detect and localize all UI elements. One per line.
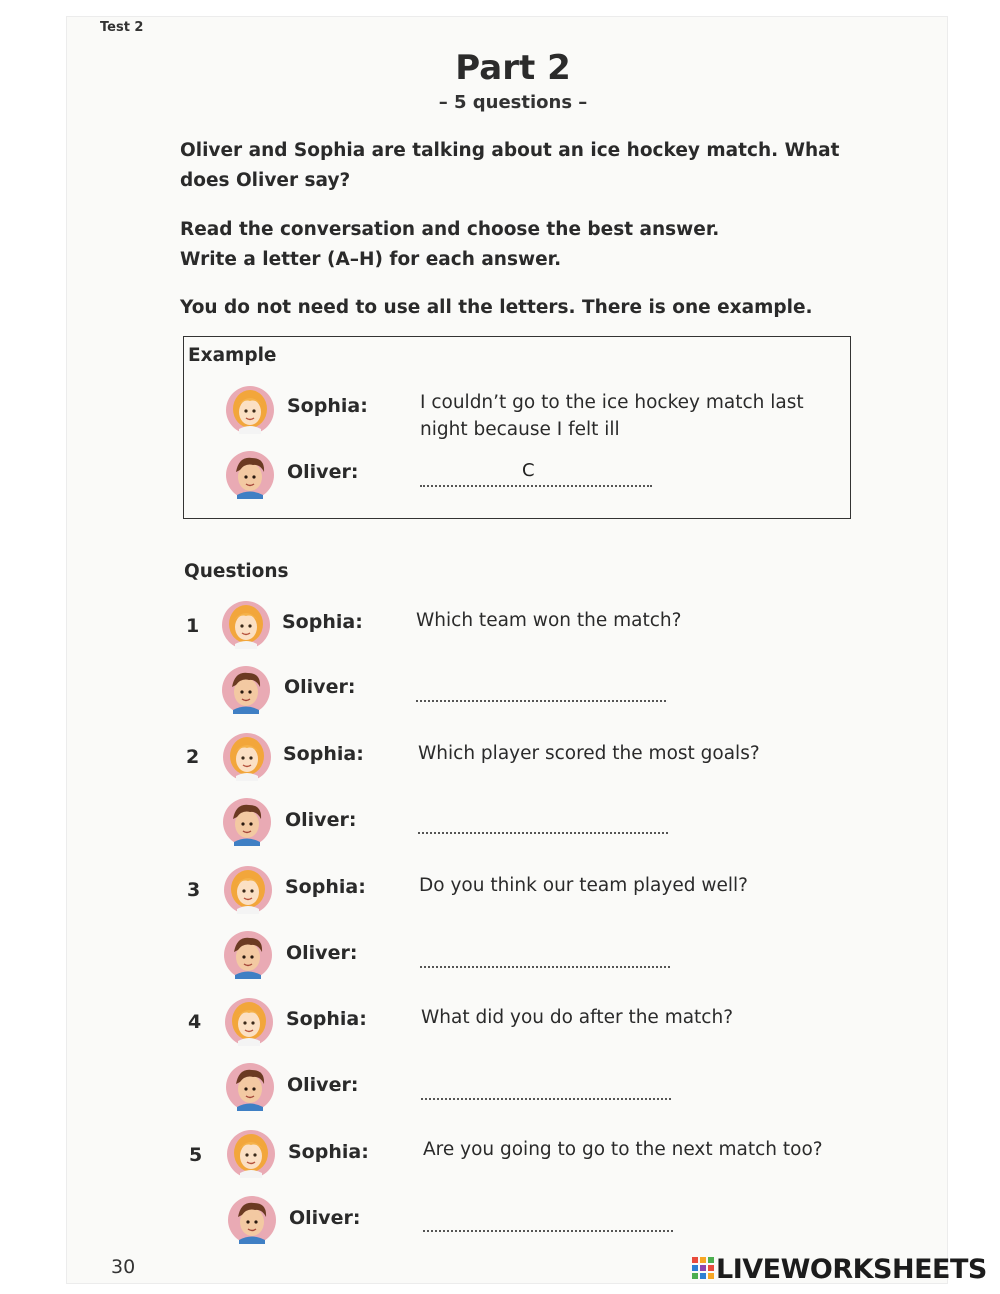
oliver-avatar-icon xyxy=(223,930,273,980)
sophia-avatar-icon xyxy=(223,865,273,915)
question-text: Which team won the match? xyxy=(416,610,682,631)
questions-heading: Questions xyxy=(184,561,289,582)
question-text: Which player scored the most goals? xyxy=(418,743,760,764)
question-number: 3 xyxy=(187,879,201,901)
question-number: 4 xyxy=(188,1011,202,1033)
example-speaker-oliver: Oliver: xyxy=(287,461,359,483)
example-answer: C xyxy=(522,460,535,481)
question-number: 1 xyxy=(186,615,200,637)
sophia-avatar-icon xyxy=(221,600,271,650)
example-speaker-sophia: Sophia: xyxy=(287,395,368,417)
brand-name: LIVEWORKSHEETS xyxy=(716,1254,987,1285)
oliver-avatar-icon xyxy=(222,797,272,847)
question-text: Are you going to go to the next match too? xyxy=(423,1139,823,1160)
liveworksheets-logo xyxy=(692,1254,987,1285)
question-text: What did you do after the match? xyxy=(421,1007,734,1028)
instruction-line-2: does Oliver say? xyxy=(180,170,351,191)
oliver-avatar-icon xyxy=(225,1062,275,1112)
example-title: Example xyxy=(188,345,277,366)
page-subtitle: – 5 questions – xyxy=(438,92,588,113)
oliver-avatar-icon xyxy=(227,1195,277,1245)
test-label: Test 2 xyxy=(100,20,144,35)
example-answer-line xyxy=(420,485,652,487)
oliver-avatar-icon xyxy=(221,665,271,715)
instruction-line-4: Write a letter (A–H) for each answer. xyxy=(180,249,562,270)
liveworksheets-grid-icon xyxy=(692,1257,714,1283)
question-speaker-sophia: Sophia: xyxy=(288,1141,369,1163)
example-line-1: I couldn’t go to the ice hockey match last xyxy=(420,392,804,413)
question-text: Do you think our team played well? xyxy=(419,875,748,896)
question-speaker-sophia: Sophia: xyxy=(283,743,364,765)
sophia-avatar-icon xyxy=(224,997,274,1047)
instruction-line-3: Read the conversation and choose the best answer. xyxy=(180,219,720,240)
question-speaker-sophia: Sophia: xyxy=(285,876,366,898)
question-speaker-oliver: Oliver: xyxy=(286,942,358,964)
question-speaker-sophia: Sophia: xyxy=(282,611,363,633)
question-speaker-oliver: Oliver: xyxy=(284,676,356,698)
sophia-avatar-icon xyxy=(222,732,272,782)
question-speaker-oliver: Oliver: xyxy=(287,1074,359,1096)
answer-input-5[interactable] xyxy=(423,1230,673,1232)
instruction-line-5: You do not need to use all the letters. There is one example. xyxy=(180,297,813,318)
question-number: 5 xyxy=(189,1144,203,1166)
question-speaker-sophia: Sophia: xyxy=(286,1008,367,1030)
answer-input-1[interactable] xyxy=(416,700,666,702)
example-line-2: night because I felt ill xyxy=(420,419,620,440)
worksheet-page xyxy=(66,16,948,1284)
instruction-line-1: Oliver and Sophia are talking about an ice hockey match. What xyxy=(180,140,840,161)
answer-input-2[interactable] xyxy=(418,832,668,834)
sophia-avatar-icon xyxy=(226,1129,276,1179)
answer-input-3[interactable] xyxy=(420,966,670,968)
question-speaker-oliver: Oliver: xyxy=(289,1207,361,1229)
oliver-avatar-icon xyxy=(225,450,275,500)
page-number: 30 xyxy=(111,1256,136,1278)
page-title: Part 2 xyxy=(455,48,571,88)
question-number: 2 xyxy=(186,746,200,768)
question-speaker-oliver: Oliver: xyxy=(285,809,357,831)
answer-input-4[interactable] xyxy=(421,1098,671,1100)
sophia-avatar-icon xyxy=(225,385,275,435)
